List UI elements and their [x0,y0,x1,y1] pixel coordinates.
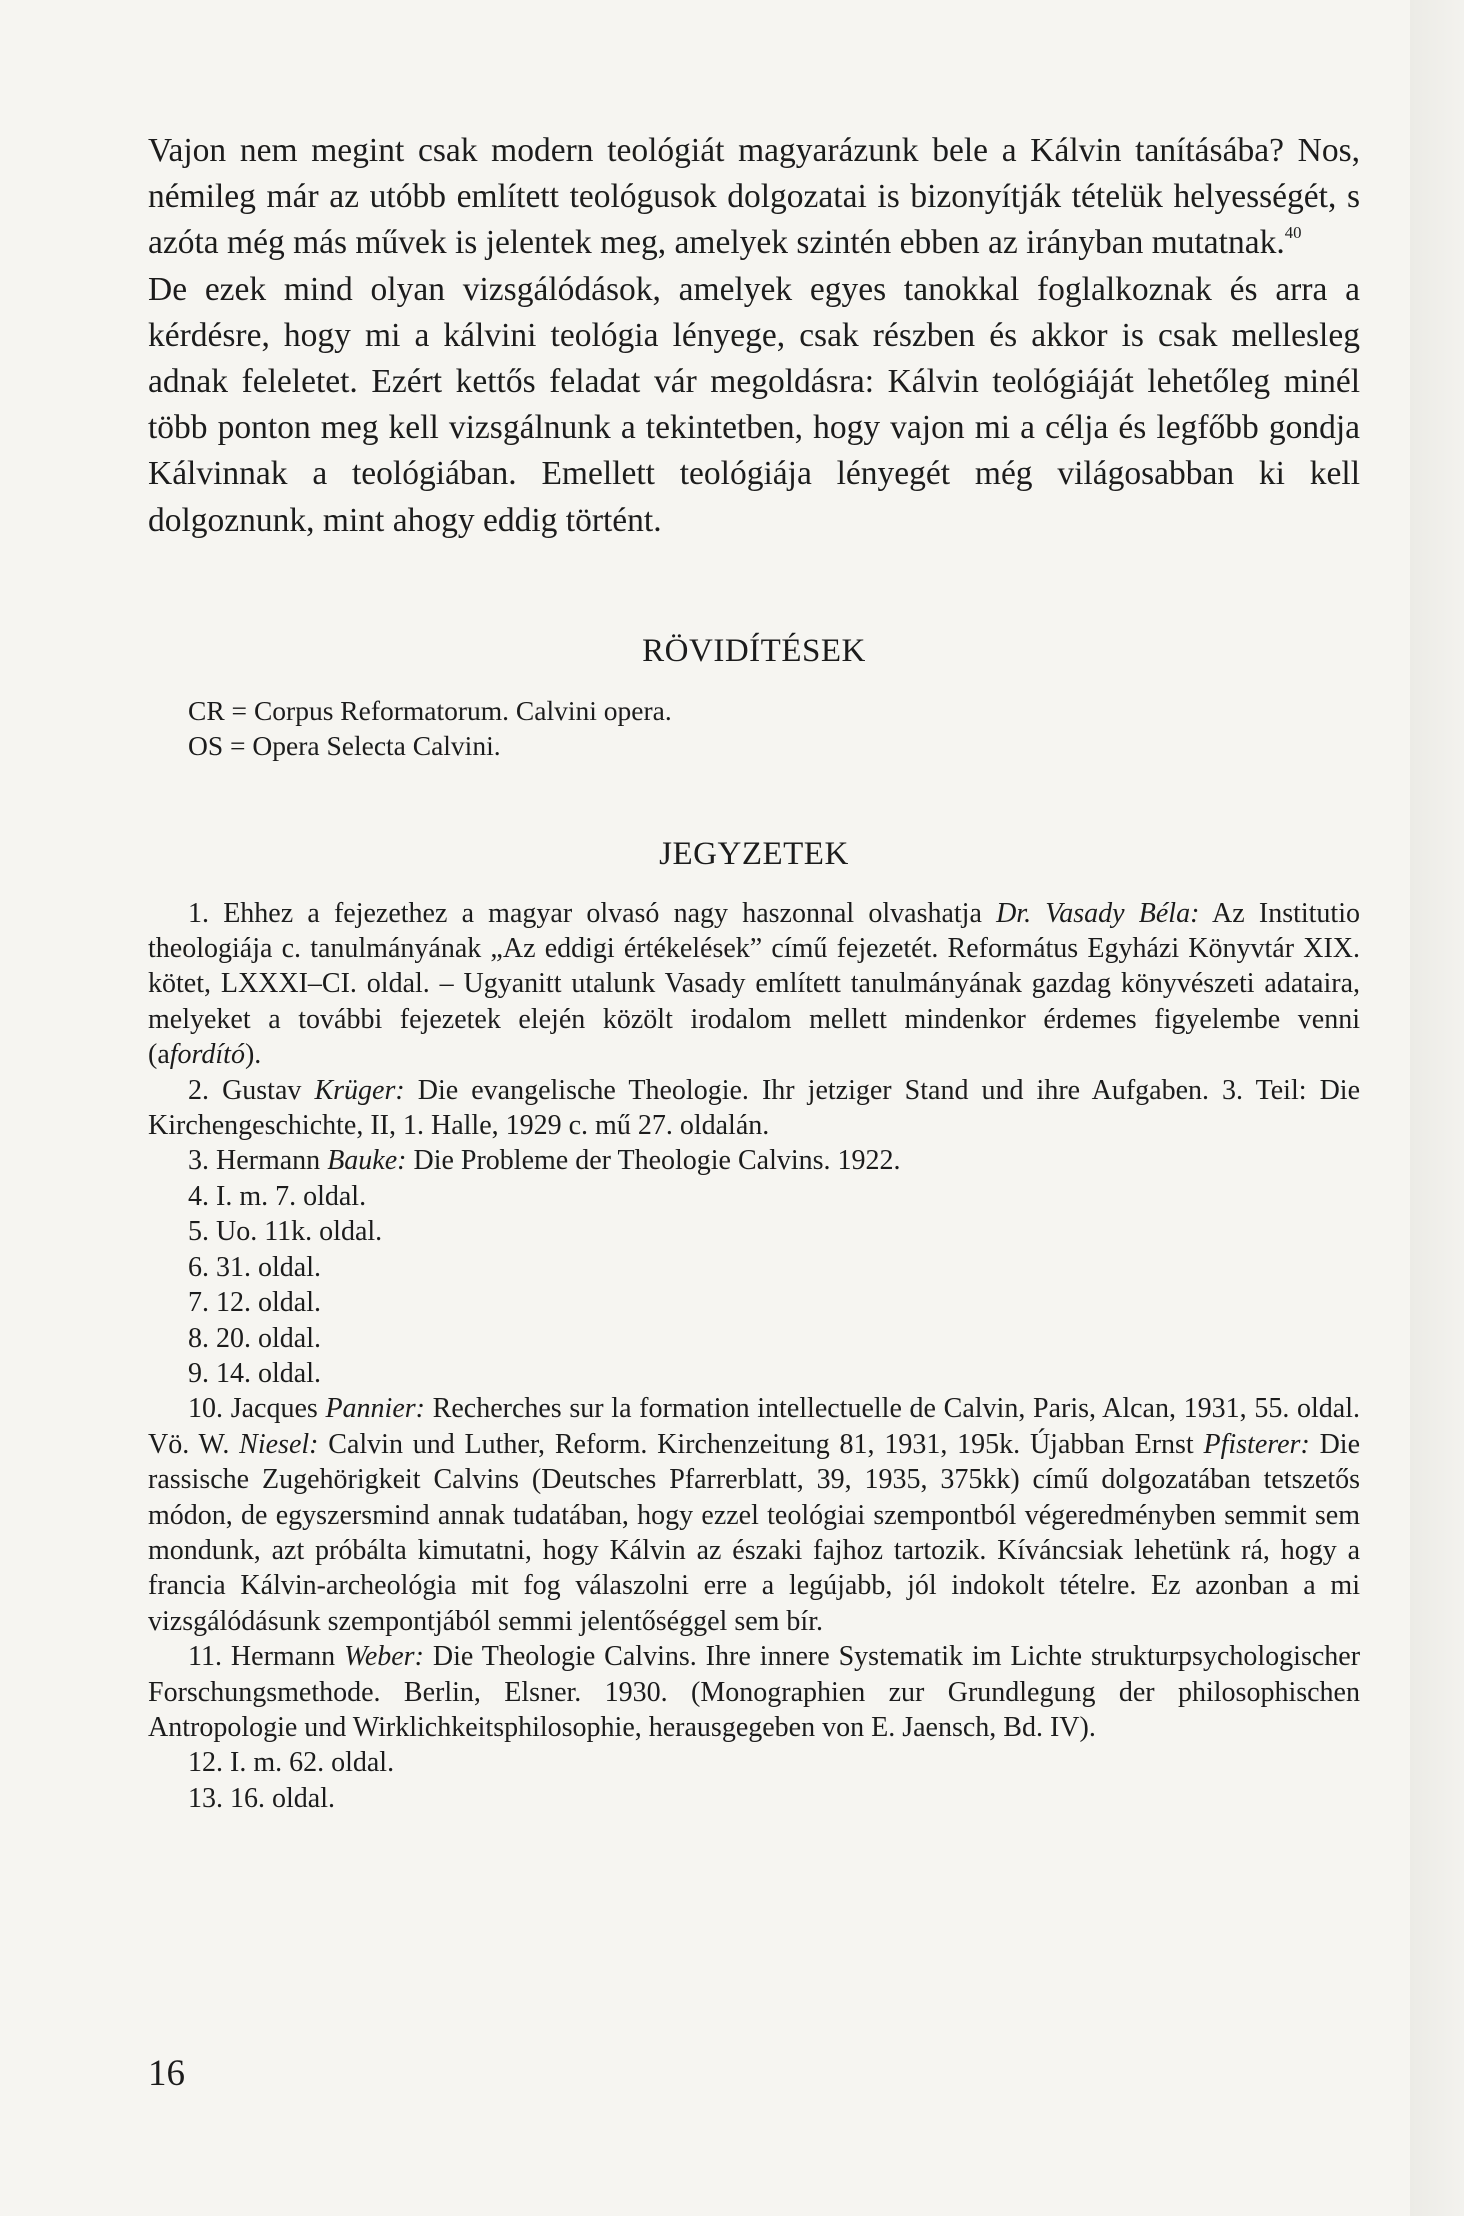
note-translator: fordító [169,1039,245,1071]
note-item: 12. I. m. 62. oldal. [188,1747,395,1779]
note-number: 2. [188,1074,209,1106]
note-item: 8. 20. oldal. [188,1322,321,1354]
note-text: Hermann [230,1641,336,1673]
note-number: 1. [188,897,209,929]
note-number: 11. [188,1641,222,1673]
note-text: Gustav [222,1074,302,1106]
note-text: Die rassische Zugehörigkeit Calvins (Deutsches Pfarrerblatt, 39, 1935, 375kk) című dolgozatában tetszetős módon, de egyszersmind annak tudatában, hogy ezzel teológiai szempontból végeredményben semmit sem mondunk, azt próbálta kimutatni, hogy Kálvin az északi fajhoz tartozik. Kíváncsiak lehetünk rá, hogy a francia Kálvin-archeológia mit fog válaszolni erre a legújabb, jól indokolt tételre. Ez azonban a mi vizsgálódásunk szempontjából semmi jelentőséggel sem bír. [148,1428,1361,1637]
notes-heading: JEGYZETEK [659,835,849,872]
note-author: Niesel: [239,1428,319,1460]
note-item: 6. 31. oldal. [188,1251,321,1283]
note-item: 4. I. m. 7. oldal. [188,1180,367,1212]
note-text: Ehhez a fejezethez a magyar olvasó nagy haszonnal olvashatja [223,897,982,929]
note-text: Jacques [230,1393,318,1425]
note-item [148,1391,1360,1639]
note-text: Az Institutio theologiája c. tanulmányának „Az eddigi értékelések” című fejezetét. Református Egyházi Könyvtár XIX. kötet, LXXXI–CI. oldal. – Ugyanitt utalunk Vasady említett tanulmányának gazdag könyvészeti adataira, melyeket a további fejezetek elején közölt irodalom mellett mindenkor érdemes figyelembe venni (a [148,897,1360,1071]
note-text: Die evangelische Theologie. Ihr jetziger Stand und ihre Aufgaben. 3. Teil: Die Kirchengeschichte, II, 1. Halle, 1929 c. mű 27. oldalán. [148,1074,1361,1142]
abbreviation-item: OS = Opera Selecta Calvini. [188,730,501,762]
note-item [148,1143,1360,1178]
note-item: 5. Uo. 11k. oldal. [188,1216,383,1248]
paragraph [148,128,1360,267]
abbreviations-heading: RÖVIDÍTÉSEK [642,632,866,669]
note-author: Weber: [344,1641,424,1673]
note-item: 7. 12. oldal. [188,1287,321,1319]
note-item: 13. 16. oldal. [188,1782,335,1814]
note-number: 3. [188,1145,209,1177]
body-text [148,128,1360,544]
note-text: Die Theologie Calvins. Ihre innere Systematik im Lichte strukturpsychologischer Forschungsmethode. Berlin, Elsner. 1930. (Monographien zur Grundlegung der philosophischen Antropologie und Wirklichkeitsphilosophie, herausgegeben von E. Jaensch, Bd. IV). [148,1641,1361,1743]
note-number: 10. [188,1393,223,1425]
note-author: Dr. Vasady Béla: [996,897,1200,929]
note-item [148,896,1360,1073]
notes-list [148,896,1360,1817]
footnote-ref: 40 [1284,223,1302,243]
note-author: Pannier: [325,1393,425,1425]
note-author: Pfisterer: [1203,1428,1310,1460]
page-content [148,128,1360,1816]
paragraph-text: Vajon nem megint csak modern teológiát magyarázunk bele a Kálvin tanításába? Nos, némileg már az utóbb említett teológusok dolgozatai is bizonyítják tételük helyességét, s azóta még más művek is jelentek meg, amelyek szintén ebben az irányban mutatnak. [148,132,1360,262]
note-item [148,1073,1360,1144]
note-item: 9. 14. oldal. [188,1357,321,1389]
note-text: ). [244,1039,262,1071]
note-text: Calvin und Luther, Reform. Kirchenzeitung 81, 1931, 195k. Újabban Ernst [328,1428,1194,1460]
abbreviation-item: CR = Corpus Reformatorum. Calvini opera. [188,694,672,726]
paragraph: De ezek mind olyan vizsgálódások, amelyek egyes tanokkal foglalkoznak és arra a kérdésre, hogy mi a kálvini teológia lényege, csak részben és akkor is csak mellesleg adnak feleletet. Ezért kettős feladat vár megoldásra: Kálvin teológiáját lehetőleg minél több ponton meg kell vizsgálnunk a tekintetben, hogy vajon mi a célja és legfőbb gondja Kálvinnak a teológiában. Emellett teológiája lényegét még világosabban ki kell dolgoznunk, mint ahogy eddig történt. [148,270,1360,539]
note-text: Hermann [216,1145,321,1177]
note-text: Recherches sur la formation intellectuelle de Calvin, Paris, Alcan, 1931, 55. oldal. Vö. W. [148,1393,1361,1460]
page-edge [1410,0,1464,2216]
abbreviations-list [148,693,1360,764]
note-author: Bauke: [327,1145,407,1177]
note-text: Die Probleme der Theologie Calvins. 1922. [413,1145,901,1177]
page-number: 16 [148,2053,185,2094]
note-item [148,1639,1360,1745]
note-author: Krüger: [314,1074,405,1106]
